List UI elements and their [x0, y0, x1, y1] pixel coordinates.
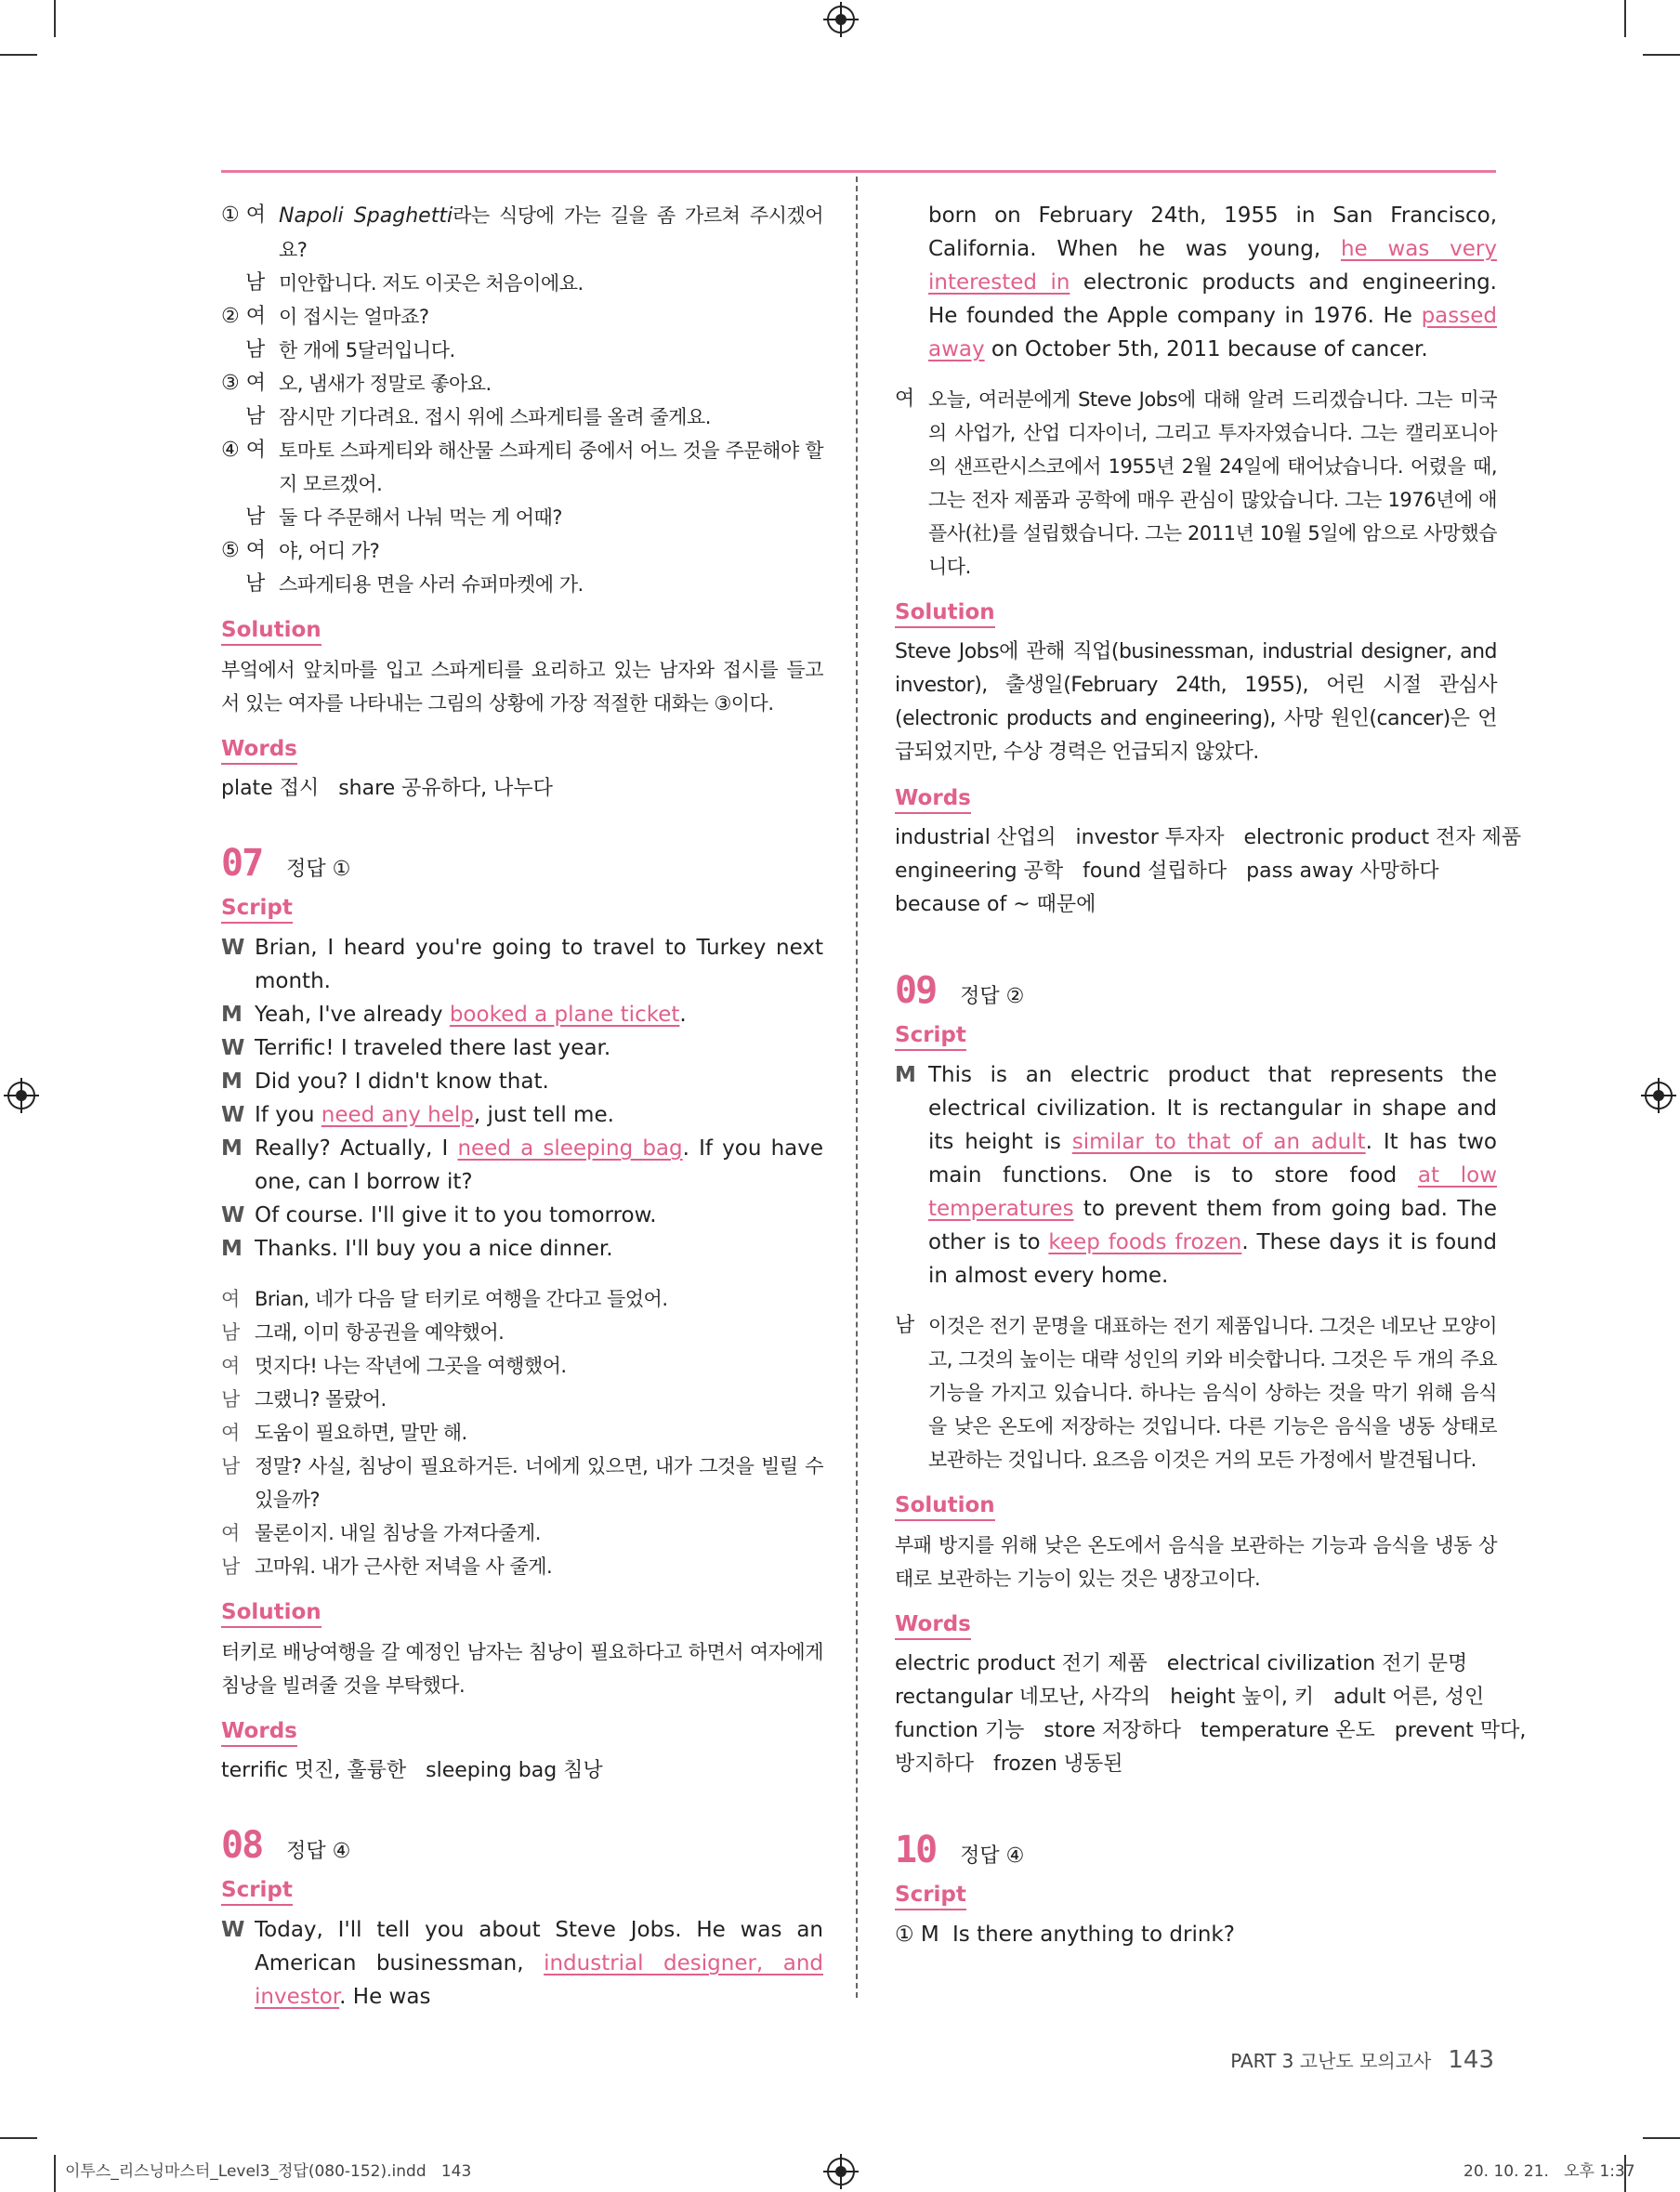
solution-text: 부엌에서 앞치마를 입고 스파게티를 요리하고 있는 남자와 접시를 들고 서 있는 여자를 나타내는 그림의 상황에 가장 적절한 대화는 ③이다.: [221, 659, 823, 715]
script-line: [895, 199, 1497, 366]
script-text: to prevent them from going bad. The other is to: [928, 1197, 1497, 1254]
question-number: 08: [221, 1824, 263, 1867]
script-line: [221, 998, 823, 1031]
crop-mark: [0, 2137, 37, 2139]
restaurant-name: Napoli Spaghetti: [279, 204, 453, 228]
speaker-label: 남: [245, 505, 266, 529]
answer-label: 정답 ②: [960, 985, 1025, 1008]
dialogue-text: 미안합니다. 저도 이곳은 처음이에요.: [279, 272, 584, 295]
words-heading: Words: [221, 735, 297, 765]
words-line: because of ~ 때문에: [895, 893, 1096, 916]
speaker-label: ① M: [895, 1923, 939, 1947]
print-slug-filename: 이투스_리스닝마스터_Level3_정답(080-152).indd 143: [65, 2162, 472, 2181]
script-text: . It has two main functions. One is to store food: [928, 1130, 1497, 1188]
speaker-label: ③ 여: [221, 372, 266, 395]
speaker-label: 남: [245, 271, 266, 295]
translation-line: [221, 1349, 823, 1383]
speaker-label: W: [221, 1918, 245, 1942]
script-text: Yeah, I've already: [255, 1003, 450, 1027]
answer-label: 정답 ①: [286, 858, 351, 881]
script-text: This is an electric product that represents the electrical civilization. It is rectangular in shape and its height is: [928, 1063, 1497, 1154]
speaker-label: 남: [221, 1555, 241, 1578]
speaker-label: W: [221, 1036, 245, 1060]
words-text: terrific 멋진, 훌륭한 sleeping bag 침낭: [221, 1759, 603, 1782]
solution-heading: Solution: [221, 1598, 322, 1628]
registration-mark-icon: [7, 1082, 35, 1109]
q7-translation: [221, 1282, 823, 1583]
words-heading: Words: [221, 1717, 297, 1747]
script-text: Did you? I didn't know that.: [255, 1070, 549, 1094]
script-text: electronic products and engineering. He founded the Apple company in 1976. He: [928, 270, 1497, 328]
script-heading: Script: [895, 1881, 966, 1910]
dialogue-line: [221, 534, 823, 568]
translation-line: [221, 1550, 823, 1583]
speaker-label: 남: [245, 338, 266, 361]
dialogue-text: 토마토 스파게티와 해산물 스파게티 중에서 어느 것을 주문해야 할지 모르겠어.: [279, 440, 823, 495]
speaker-label: 남: [895, 1314, 915, 1337]
translation-text: 그래, 이미 항공권을 예약했어.: [255, 1321, 505, 1344]
solution-text: Steve Jobs에 관해 직업(businessman, industrial designer, and investor), 출생일(February 24th, 1955), 어린 시절 관심사(electronic products and engineering), 사망 원인(cancer)은 언급되었지만, 수상 경력은 언급되지 않았다.: [895, 640, 1497, 764]
speaker-label: ⑤ 여: [221, 539, 266, 562]
question-header: [895, 1829, 1497, 1873]
script-text: . If you have one, can I borrow it?: [255, 1136, 824, 1194]
speaker-label: 여: [221, 1522, 241, 1544]
left-column: [221, 199, 823, 2014]
translation-line: [221, 1450, 823, 1516]
script-line: [221, 1232, 823, 1266]
crop-mark: [54, 2155, 56, 2192]
speaker-label: 남: [245, 405, 266, 428]
crop-mark: [0, 54, 37, 56]
script-heading: Script: [221, 894, 293, 924]
translation-text: 그랬니? 몰랐어.: [255, 1388, 387, 1411]
words-text: plate 접시 share 공유하다, 나누다: [221, 777, 553, 800]
script-line: [895, 1918, 1497, 1951]
words-heading: Words: [895, 1610, 971, 1640]
dialogue-line: [221, 300, 823, 334]
script-text: born on February 24th, 1955 in San Francisco, California. When he was young,: [928, 203, 1497, 261]
dialogue-text: 둘 다 주문해서 나눠 먹는 게 어때?: [279, 506, 562, 529]
registration-mark-icon: [827, 2158, 855, 2185]
script-text: . He was: [339, 1985, 431, 2009]
script-line: [221, 1031, 823, 1065]
speaker-label: ② 여: [221, 305, 266, 328]
script-text: . These days it is found in almost every home.: [928, 1230, 1497, 1288]
script-text: Really? Actually, I: [255, 1136, 458, 1161]
dialogue-text: 이 접시는 얼마죠?: [279, 306, 429, 328]
highlighted-phrase: passed away: [928, 304, 1497, 361]
words-line: 방지하다 frozen 냉동된: [895, 1752, 1123, 1776]
translation-line: [221, 1516, 823, 1550]
highlighted-phrase: similar to that of an adult: [1071, 1130, 1366, 1154]
script-heading: Script: [221, 1876, 293, 1906]
words-line: industrial 산업의 investor 투자자 electronic product 전자 제품: [895, 826, 1522, 849]
question-number: 09: [895, 969, 937, 1012]
speaker-label: W: [221, 1203, 245, 1227]
translation-text: 정말? 사실, 침낭이 필요하거든. 너에게 있으면, 내가 그것을 빌릴 수 있을까?: [255, 1455, 823, 1511]
speaker-label: W: [221, 936, 245, 960]
part-label: PART 3 고난도 모의고사: [1230, 2050, 1432, 2072]
dialogue-line: [221, 501, 823, 534]
crop-mark: [1624, 0, 1626, 37]
question-number: 10: [895, 1829, 937, 1871]
speaker-label: 여: [221, 1355, 241, 1377]
words-line: electric product 전기 제품 electrical civilization 전기 문명: [895, 1652, 1468, 1675]
speaker-label: 여: [895, 387, 915, 411]
dialogue-line: [221, 367, 823, 400]
column-divider: [856, 177, 858, 1998]
header-rule: [221, 170, 1496, 173]
highlighted-phrase: industrial designer, and investor: [255, 1951, 823, 2009]
solution-heading: Solution: [895, 1491, 995, 1521]
dialogue-line: [221, 199, 823, 267]
dialogue-text: 한 개에 5달러입니다.: [279, 339, 455, 361]
dialogue-line: [221, 568, 823, 601]
registration-mark-icon: [1645, 1082, 1673, 1109]
speaker-label: 남: [221, 1455, 241, 1477]
dialogue-line: [221, 400, 823, 434]
words-line: rectangular 네모난, 사각의 height 높이, 키 adult 어른, 성인: [895, 1686, 1485, 1709]
dialogue-line: [221, 434, 823, 501]
speaker-label: 남: [221, 1388, 241, 1411]
script-text: Terrific! I traveled there last year.: [255, 1036, 611, 1060]
translation-text: 고마워. 내가 근사한 저녁을 사 줄게.: [255, 1555, 553, 1578]
script-text: , just tell me.: [473, 1103, 614, 1127]
speaker-label: M: [221, 1070, 243, 1094]
script-text: on October 5th, 2011 because of cancer.: [984, 337, 1428, 361]
script-text: Brian, I heard you're going to travel to Turkey next month.: [255, 936, 823, 993]
speaker-label: ④ 여: [221, 439, 266, 462]
translation-line: [895, 1309, 1497, 1477]
translation-line: [895, 383, 1497, 584]
translation-text: 도움이 필요하면, 말만 해.: [255, 1422, 467, 1444]
script-text: Of course. I'll give it to you tomorrow.: [255, 1203, 657, 1227]
speaker-label: M: [895, 1063, 916, 1087]
q7-script: [221, 931, 823, 1266]
speaker-label: ① 여: [221, 203, 266, 227]
translation-line: [221, 1316, 823, 1349]
script-line: [221, 1199, 823, 1232]
dialogue-text: 오, 냄새가 정말로 좋아요.: [279, 373, 492, 395]
translation-text: 멋지다! 나는 작년에 그곳을 여행했어.: [255, 1355, 567, 1377]
script-line: [221, 931, 823, 998]
q6-dialogue: [221, 199, 823, 601]
translation-text: Brian, 네가 다음 달 터키로 여행을 간다고 들었어.: [255, 1288, 668, 1310]
dialogue-text: 잠시만 기다려요. 접시 위에 스파게티를 올려 줄게요.: [279, 406, 711, 428]
script-text: .: [679, 1003, 687, 1027]
solution-heading: Solution: [221, 616, 322, 646]
words-heading: Words: [895, 784, 971, 814]
answer-label: 정답 ④: [286, 1840, 351, 1863]
answer-label: 정답 ④: [960, 1844, 1025, 1868]
translation-line: [221, 1416, 823, 1450]
dialogue-line: [221, 267, 823, 300]
highlighted-phrase: need any help: [321, 1103, 474, 1127]
translation-line: [221, 1282, 823, 1316]
script-heading: Script: [895, 1021, 966, 1051]
highlighted-phrase: need a sleeping bag: [457, 1136, 683, 1161]
speaker-label: W: [221, 1103, 245, 1127]
dialogue-text: 야, 어디 가?: [279, 540, 380, 562]
script-text: Today, I'll tell you about Steve Jobs. He was an American businessman,: [255, 1918, 823, 1975]
script-text: Is there anything to drink?: [952, 1923, 1235, 1947]
highlighted-phrase: at low temperatures: [928, 1163, 1498, 1221]
script-line: [221, 1098, 823, 1132]
registration-mark-icon: [827, 6, 855, 33]
right-column: [895, 199, 1527, 1951]
words-line: function 기능 store 저장하다 temperature 온도 prevent 막다,: [895, 1719, 1527, 1742]
speaker-label: 남: [221, 1321, 241, 1344]
highlighted-phrase: he was very interested in: [928, 237, 1497, 295]
speaker-label: M: [221, 1003, 243, 1027]
script-line: [221, 1065, 823, 1098]
question-header: [221, 842, 823, 886]
page-number: 143: [1448, 2046, 1494, 2074]
speaker-label: M: [221, 1237, 243, 1261]
speaker-label: 남: [245, 572, 266, 596]
crop-mark: [1643, 2137, 1680, 2139]
solution-text: 터키로 배낭여행을 갈 예정인 남자는 침낭이 필요하다고 하면서 여자에게 침낭을 빌려줄 것을 부탁했다.: [221, 1641, 823, 1697]
speaker-label: 여: [221, 1288, 241, 1310]
dialogue-text: 스파게티용 면을 사러 슈퍼마켓에 가.: [279, 573, 584, 596]
words-line: engineering 공학 found 설립하다 pass away 사망하다: [895, 860, 1439, 883]
page-footer: [1230, 2046, 1494, 2074]
question-header: [895, 969, 1497, 1014]
crop-mark: [54, 0, 56, 37]
dialogue-line: [221, 334, 823, 367]
translation-text: 오늘, 여러분에게 Steve Jobs에 대해 알려 드리겠습니다. 그는 미국의 사업가, 산업 디자이너, 그리고 투자자였습니다. 그는 캘리포니아의 샌프란시스코에서 1955년 2월 24일에 태어났습니다. 어렸을 때, 그는 전자 제품과 공학에 매우 관심이 많았습니다. 그는 1976년에 애플사(社)를 설립했습니다. 그는 2011년 10월 5일에 암으로 사망했습니다.: [928, 388, 1497, 578]
script-line: [221, 1913, 823, 2014]
solution-text: 부패 방지를 위해 낮은 온도에서 음식을 보관하는 기능과 음식을 냉동 상태로 보관하는 기능이 있는 것은 냉장고이다.: [895, 1534, 1497, 1590]
dialogue-text: 라는 식당에 가는 길을 좀 가르쳐 주시겠어요?: [279, 204, 823, 261]
question-number: 07: [221, 842, 263, 885]
script-line: [221, 1132, 823, 1199]
question-header: [221, 1824, 823, 1869]
speaker-label: 여: [221, 1422, 241, 1444]
crop-mark: [1643, 54, 1680, 56]
translation-text: 이것은 전기 문명을 대표하는 전기 제품입니다. 그것은 네모난 모양이고, 그것의 높이는 대략 성인의 키와 비슷합니다. 그것은 두 개의 주요 기능을 가지고 있습니다. 하나는 음식이 상하는 것을 막기 위해 음식을 낮은 온도에 저장하는 것입니다. 다른 기능은 음식을 냉동 상태로 보관하는 것입니다. 요즈음 이것은 거의 모든 가정에서 발견됩니다.: [928, 1315, 1497, 1471]
highlighted-phrase: keep foods frozen: [1048, 1230, 1242, 1254]
highlighted-phrase: booked a plane ticket: [449, 1003, 680, 1027]
speaker-label: M: [221, 1136, 243, 1161]
translation-line: [221, 1383, 823, 1416]
print-slug-date: 20. 10. 21. 오후 1:37: [1463, 2162, 1635, 2181]
solution-heading: Solution: [895, 598, 995, 628]
script-text: Thanks. I'll buy you a nice dinner.: [255, 1237, 613, 1261]
script-text: If you: [255, 1103, 322, 1127]
translation-text: 물론이지. 내일 침낭을 가져다줄게.: [255, 1522, 541, 1544]
script-line: [895, 1058, 1497, 1293]
